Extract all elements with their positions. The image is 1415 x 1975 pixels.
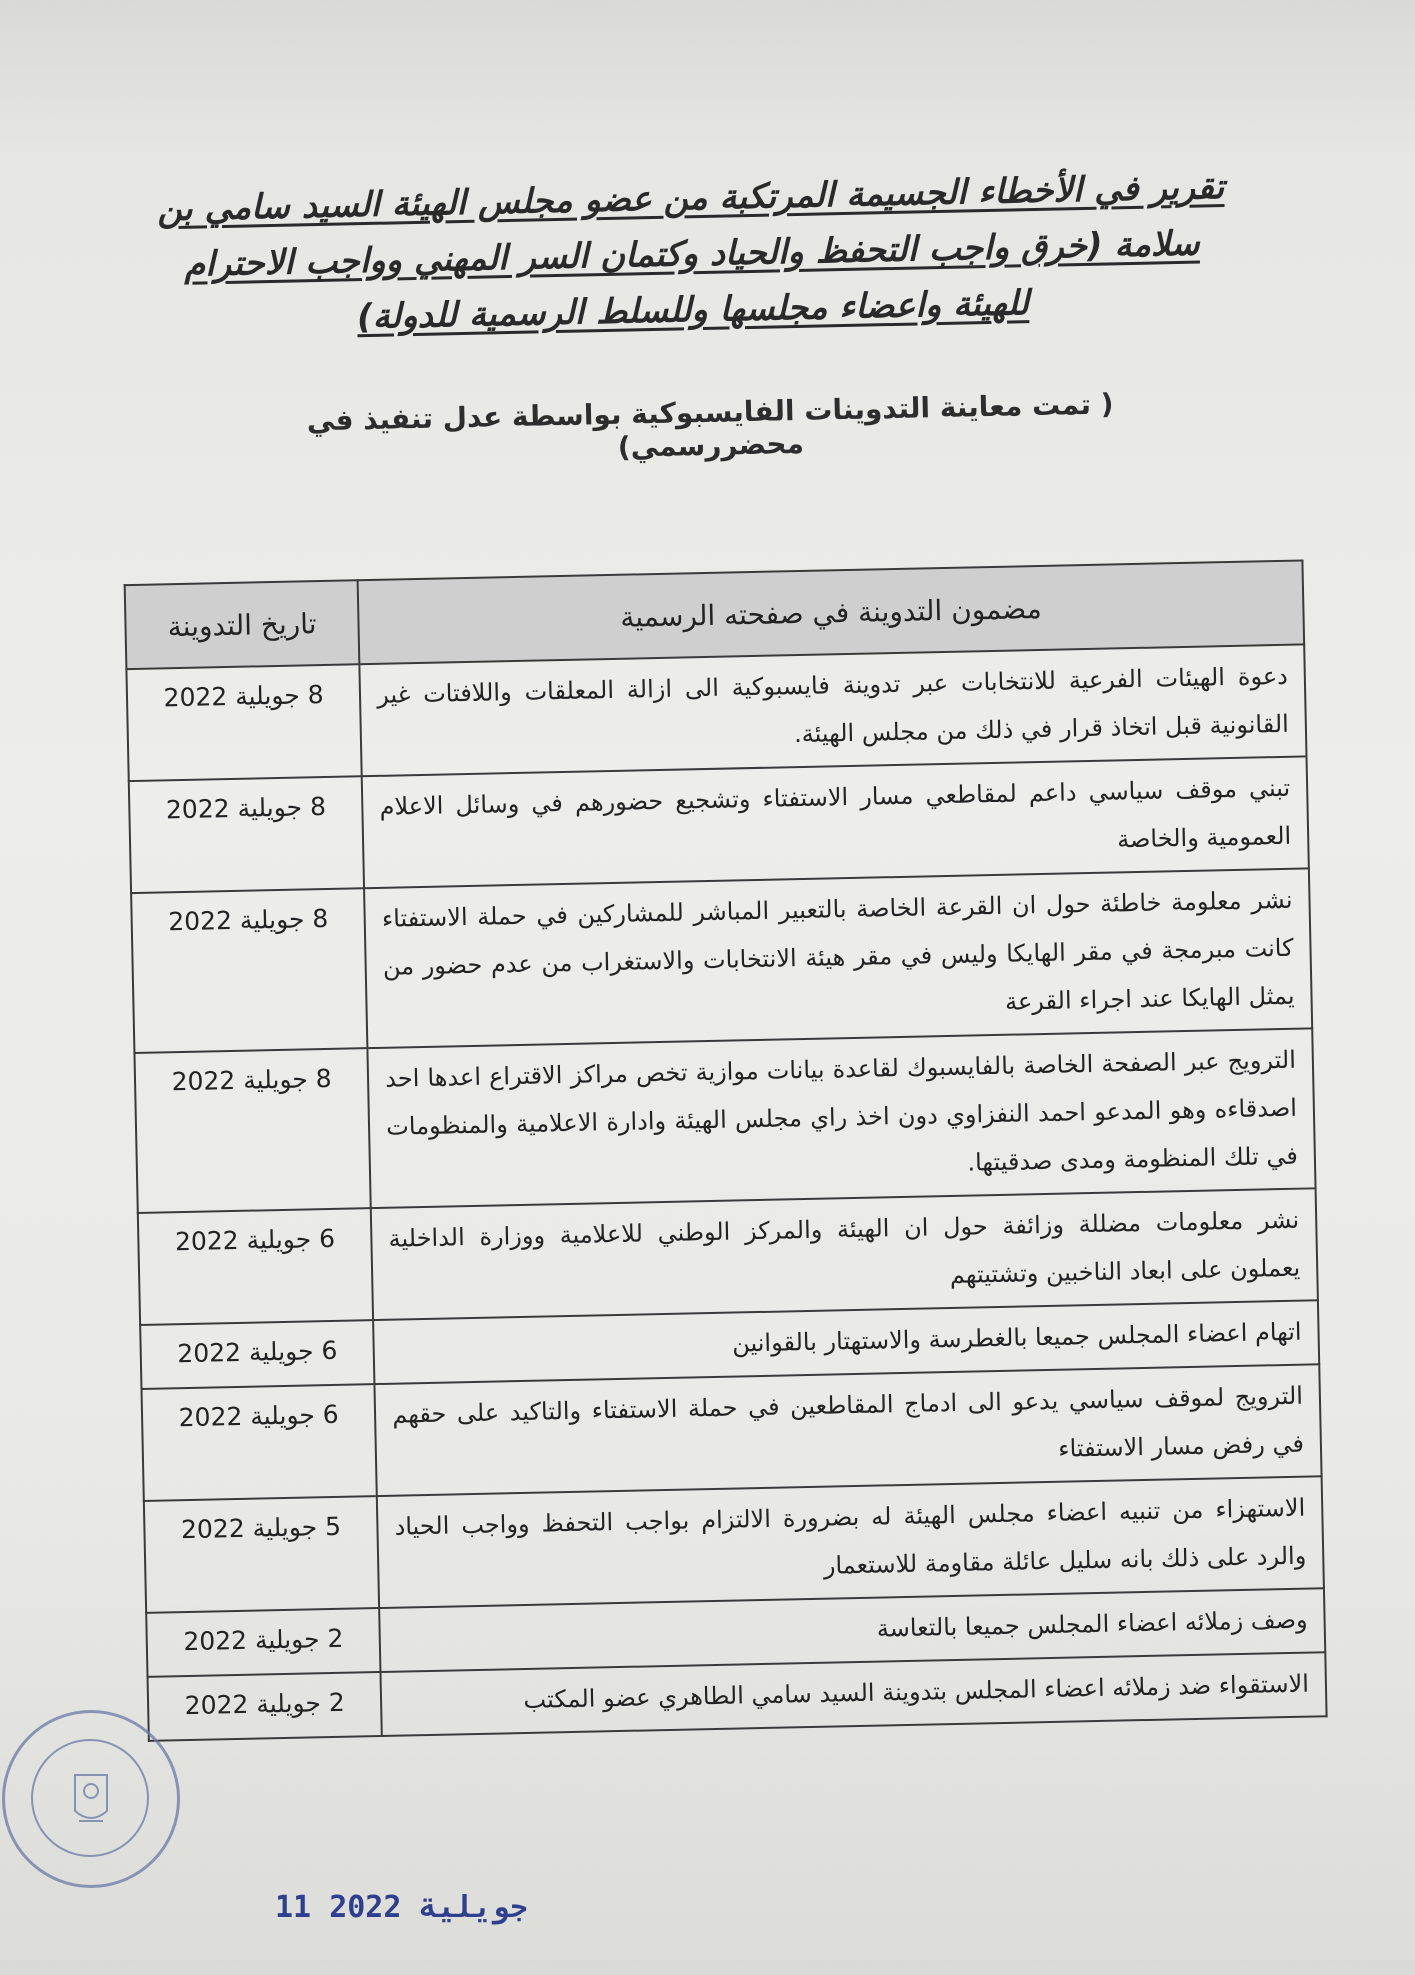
post-content-cell: الاستهزاء من تنبيه اعضاء مجلس الهيئة له بضرورة الالتزام بواجب التحفظ وواجب الحياد والرد على ذلك بانه سليل عائلة مقاومة للاستعمار (377, 1476, 1324, 1608)
post-date-cell: 6 جويلية 2022 (138, 1208, 373, 1325)
table-row (134, 1028, 1315, 1213)
post-content-cell: الترويج عبر الصفحة الخاصة بالفايسبوك لقاعدة بيانات موازية تخص مراكز الاقتراع اعدها احد اصدقاءه وهو المدعو احمد النفزاوي دون اخذ راي مجلس الهيئة وادارة الاعلامية والمنظومات في تلك المنظومة ومدى صدقيتها. (368, 1028, 1316, 1208)
post-date-cell: 2 جويلية 2022 (148, 1672, 382, 1741)
official-seal (2, 1710, 180, 1888)
post-content-cell: الترويج لموقف سياسي يدعو الى ادماج المقاطعين في حملة الاستفتاء والتاكيد على حقهم في رفض مسار الاستفتاء (375, 1364, 1322, 1496)
post-content-cell: دعوة الهيئات الفرعية للانتخابات عبر تدوينة فايسبوكية الى ازالة المعلقات واللافتات غير القانونية قبل اتخاذ قرار في ذلك من مجلس الهيئة. (360, 644, 1307, 776)
date-stamp: 11 جويلية 2022 (275, 1890, 528, 1925)
post-content-cell: نشر معلومة خاطئة حول ان القرعة الخاصة بالتعبير المباشر للمشاركين في حملة الاستفتاء كانت مبرمجة في مقر الهايكا وليس في مقر هيئة الانتخابات والاستغراب من عدم حضور من يمثل الهايكا عند اجراء القرعة (364, 868, 1312, 1048)
posts-table (124, 559, 1328, 1741)
post-date-cell: 2 جويلية 2022 (146, 1608, 380, 1677)
post-date-cell: 6 جويلية 2022 (141, 1384, 376, 1501)
date-column-header: تاريخ التدوينة (125, 580, 360, 669)
title-line: تقرير في الأخطاء الجسيمة المرتكبة من عضو مجلس الهيئة السيد سامي بن (156, 167, 1225, 230)
post-date-cell: 6 جويلية 2022 (140, 1320, 374, 1389)
post-date-cell: 8 جويلية 2022 (131, 888, 368, 1053)
post-date-cell: 8 جويلية 2022 (129, 776, 364, 893)
post-date-cell: 8 جويلية 2022 (134, 1048, 371, 1213)
post-content-cell: نشر معلومات مضللة وزائفة حول ان الهيئة والمركز الوطني للاعلامية ووزارة الداخلية يعملون على ابعاد الناخبين وتشتيتهم (371, 1188, 1318, 1320)
post-date-cell: 8 جويلية 2022 (126, 664, 361, 781)
post-content-cell: الاستقواء ضد زملائه اعضاء المجلس بتدوينة السيد سامي الطاهري عضو المكتب (381, 1652, 1327, 1736)
post-content-cell: اتهام اعضاء المجلس جميعا بالغطرسة والاستهتار بالقوانين (373, 1300, 1319, 1384)
post-content-cell: تبني موقف سياسي داعم لمقاطعي مسار الاستفتاء وتشجيع حضورهم في وسائل الاعلام العمومية والخاصة (362, 756, 1309, 888)
report-subtitle: ( تمت معاينة التدوينات الفايسبوكية بواسطة عدل تنفيذ في محضررسمي) (306, 387, 1114, 464)
report-title (135, 159, 1248, 350)
post-content-cell: وصف زملائه اعضاء المجلس جميعا بالتعاسة (379, 1588, 1325, 1672)
title-line: سلامة (خرق واجب التحفظ والحياد وكتمان السر المهني وواجب الاحترام (183, 223, 1200, 285)
table-row (131, 868, 1312, 1053)
seal-emblem-icon (5, 1713, 177, 1885)
title-line: للهيئة واعضاء مجلسها وللسلط الرسمية للدولة) (356, 283, 1030, 338)
content-column-header: مضمون التدوينة في صفحته الرسمية (358, 560, 1304, 664)
post-date-cell: 5 جويلية 2022 (144, 1496, 379, 1613)
